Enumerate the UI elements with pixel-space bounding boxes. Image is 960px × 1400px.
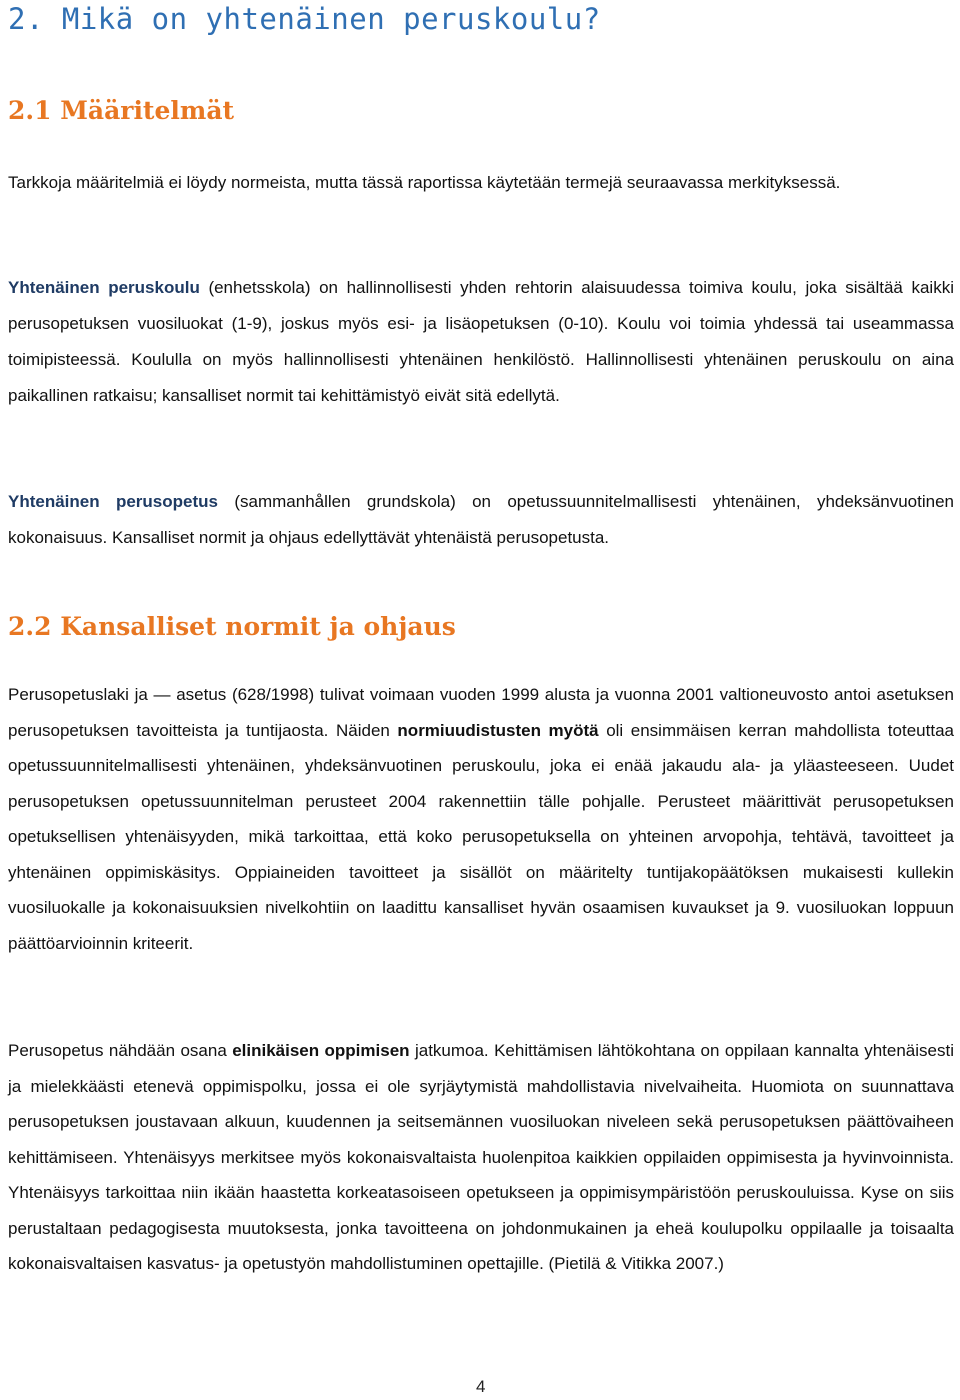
definition-peruskoulu-text: (enhetsskola) on hallinnollisesti yhden rehtorin alaisuudessa toimiva koulu, joka sisältää kaikki perusopetuksen vuosiluokat (1-9), joskus myös esi- ja lisäopetuksen (0-10). Koulu voi toimia yhdessä tai useammassa toimipisteessä. Koululla on myös hallinnollisesti yhtenäinen henkilöstö. Hallinnollisesti yhtenäinen peruskoulu on aina paikallinen ratkaisu; kansalliset normit tai kehittämistyö eivät sitä edellytä. [8, 278, 954, 405]
chapter-heading: 2. Mikä on yhtenäinen peruskoulu? [8, 2, 601, 36]
lifelong-text-a: Perusopetus nähdään osana [8, 1041, 233, 1060]
lifelong-bold-phrase: elinikäisen oppimisen [232, 1041, 410, 1060]
definition-perusopetus-paragraph [8, 484, 954, 556]
term-yhtenainen-peruskoulu: Yhtenäinen peruskoulu [8, 278, 200, 297]
page-number: 4 [476, 1377, 486, 1396]
norms-paragraph [8, 677, 954, 961]
intro-paragraph: Tarkkoja määritelmiä ei löydy normeista, mutta tässä raportissa käytetään termejä seuraavassa merkityksessä. [8, 173, 841, 192]
definition-perusopetus-text: (sammanhållen grundskola) on opetussuunnitelmallisesti yhtenäinen, yhdeksänvuotinen kokonaisuus. Kansalliset normit ja ohjaus edellyttävät yhtenäistä perusopetusta. [8, 492, 954, 547]
definition-peruskoulu-paragraph [8, 270, 954, 414]
section-heading-2-1: 2.1 Määritelmät [8, 96, 235, 125]
norms-bold-phrase: normiuudistusten myötä [397, 720, 599, 740]
lifelong-learning-paragraph [8, 1033, 954, 1282]
section-heading-2-2: 2.2 Kansalliset normit ja ohjaus [8, 612, 456, 641]
norms-text-a: Perusopetuslaki ja — asetus (628/1998) tulivat voimaan vuoden 1999 alusta ja vuonna 2001 valtioneuvosto antoi asetuksen perusopetuksen tavoitteista ja tuntijaosta. Näiden [8, 685, 954, 740]
lifelong-text-b: jatkumoa. Kehittämisen lähtökohtana on oppilaan kannalta yhtenäisesti ja mielekkäästi etenevä oppimispolku, jossa ei ole syrjäytymistä mahdollistavia nivelvaiheita. Huomiota on suunnattava perusopetuksen joustavaan alkuun, kuudennen ja seitsemännen vuosiluokan niveleen sekä perusopetuksen päättövaiheen kehittämiseen. Yhtenäisyys merkitsee myös kokonaisvaltaista huolenpitoa kaikkien oppilaiden oppimisesta ja hyvinvoinnista. Yhtenäisyys tarkoittaa niin ikään haastetta korkeatasoiseen opetukseen ja oppimisympäristöön peruskouluissa. Kyse on siis perustaltaan pedagogisesta muutoksesta, jonka tavoitteena on johdonmukainen ja eheä koulupolku oppilaalle ja toisaalta kokonaisvaltaisen kasvatus- ja opetustyön mahdollistuminen opettajille. (Pietilä & Vitikka 2007.) [8, 1041, 954, 1273]
term-yhtenainen-perusopetus: Yhtenäinen perusopetus [8, 492, 218, 511]
norms-text-b: oli ensimmäisen kerran mahdollista toteuttaa opetussuunnitelmallisesti yhtenäinen, yhdeksänvuotinen peruskoulu, joka ei enää jakaudu ala- ja yläasteeseen. Uudet perusopetuksen opetussuunnitelman perusteet 2004 rakennettiin tälle pohjalle. Perusteet määrittivät perusopetuksen opetuksellisen yhtenäisyyden, mikä tarkoittaa, että koko perusopetuksella on yhteinen arvopohja, tehtävä, tavoitteet ja yhtenäinen oppimiskäsitys. Oppiaineiden tavoitteet ja sisällöt on määritelty tuntijakopäätöksen mukaisesti kullekin vuosiluokalle ja kokonaisuuksien nivelkohtiin on laadittu kansalliset hyvän osaamisen kuvaukset ja 9. vuosiluokan loppuun päättöarvioinnin kriteerit. [8, 720, 954, 953]
